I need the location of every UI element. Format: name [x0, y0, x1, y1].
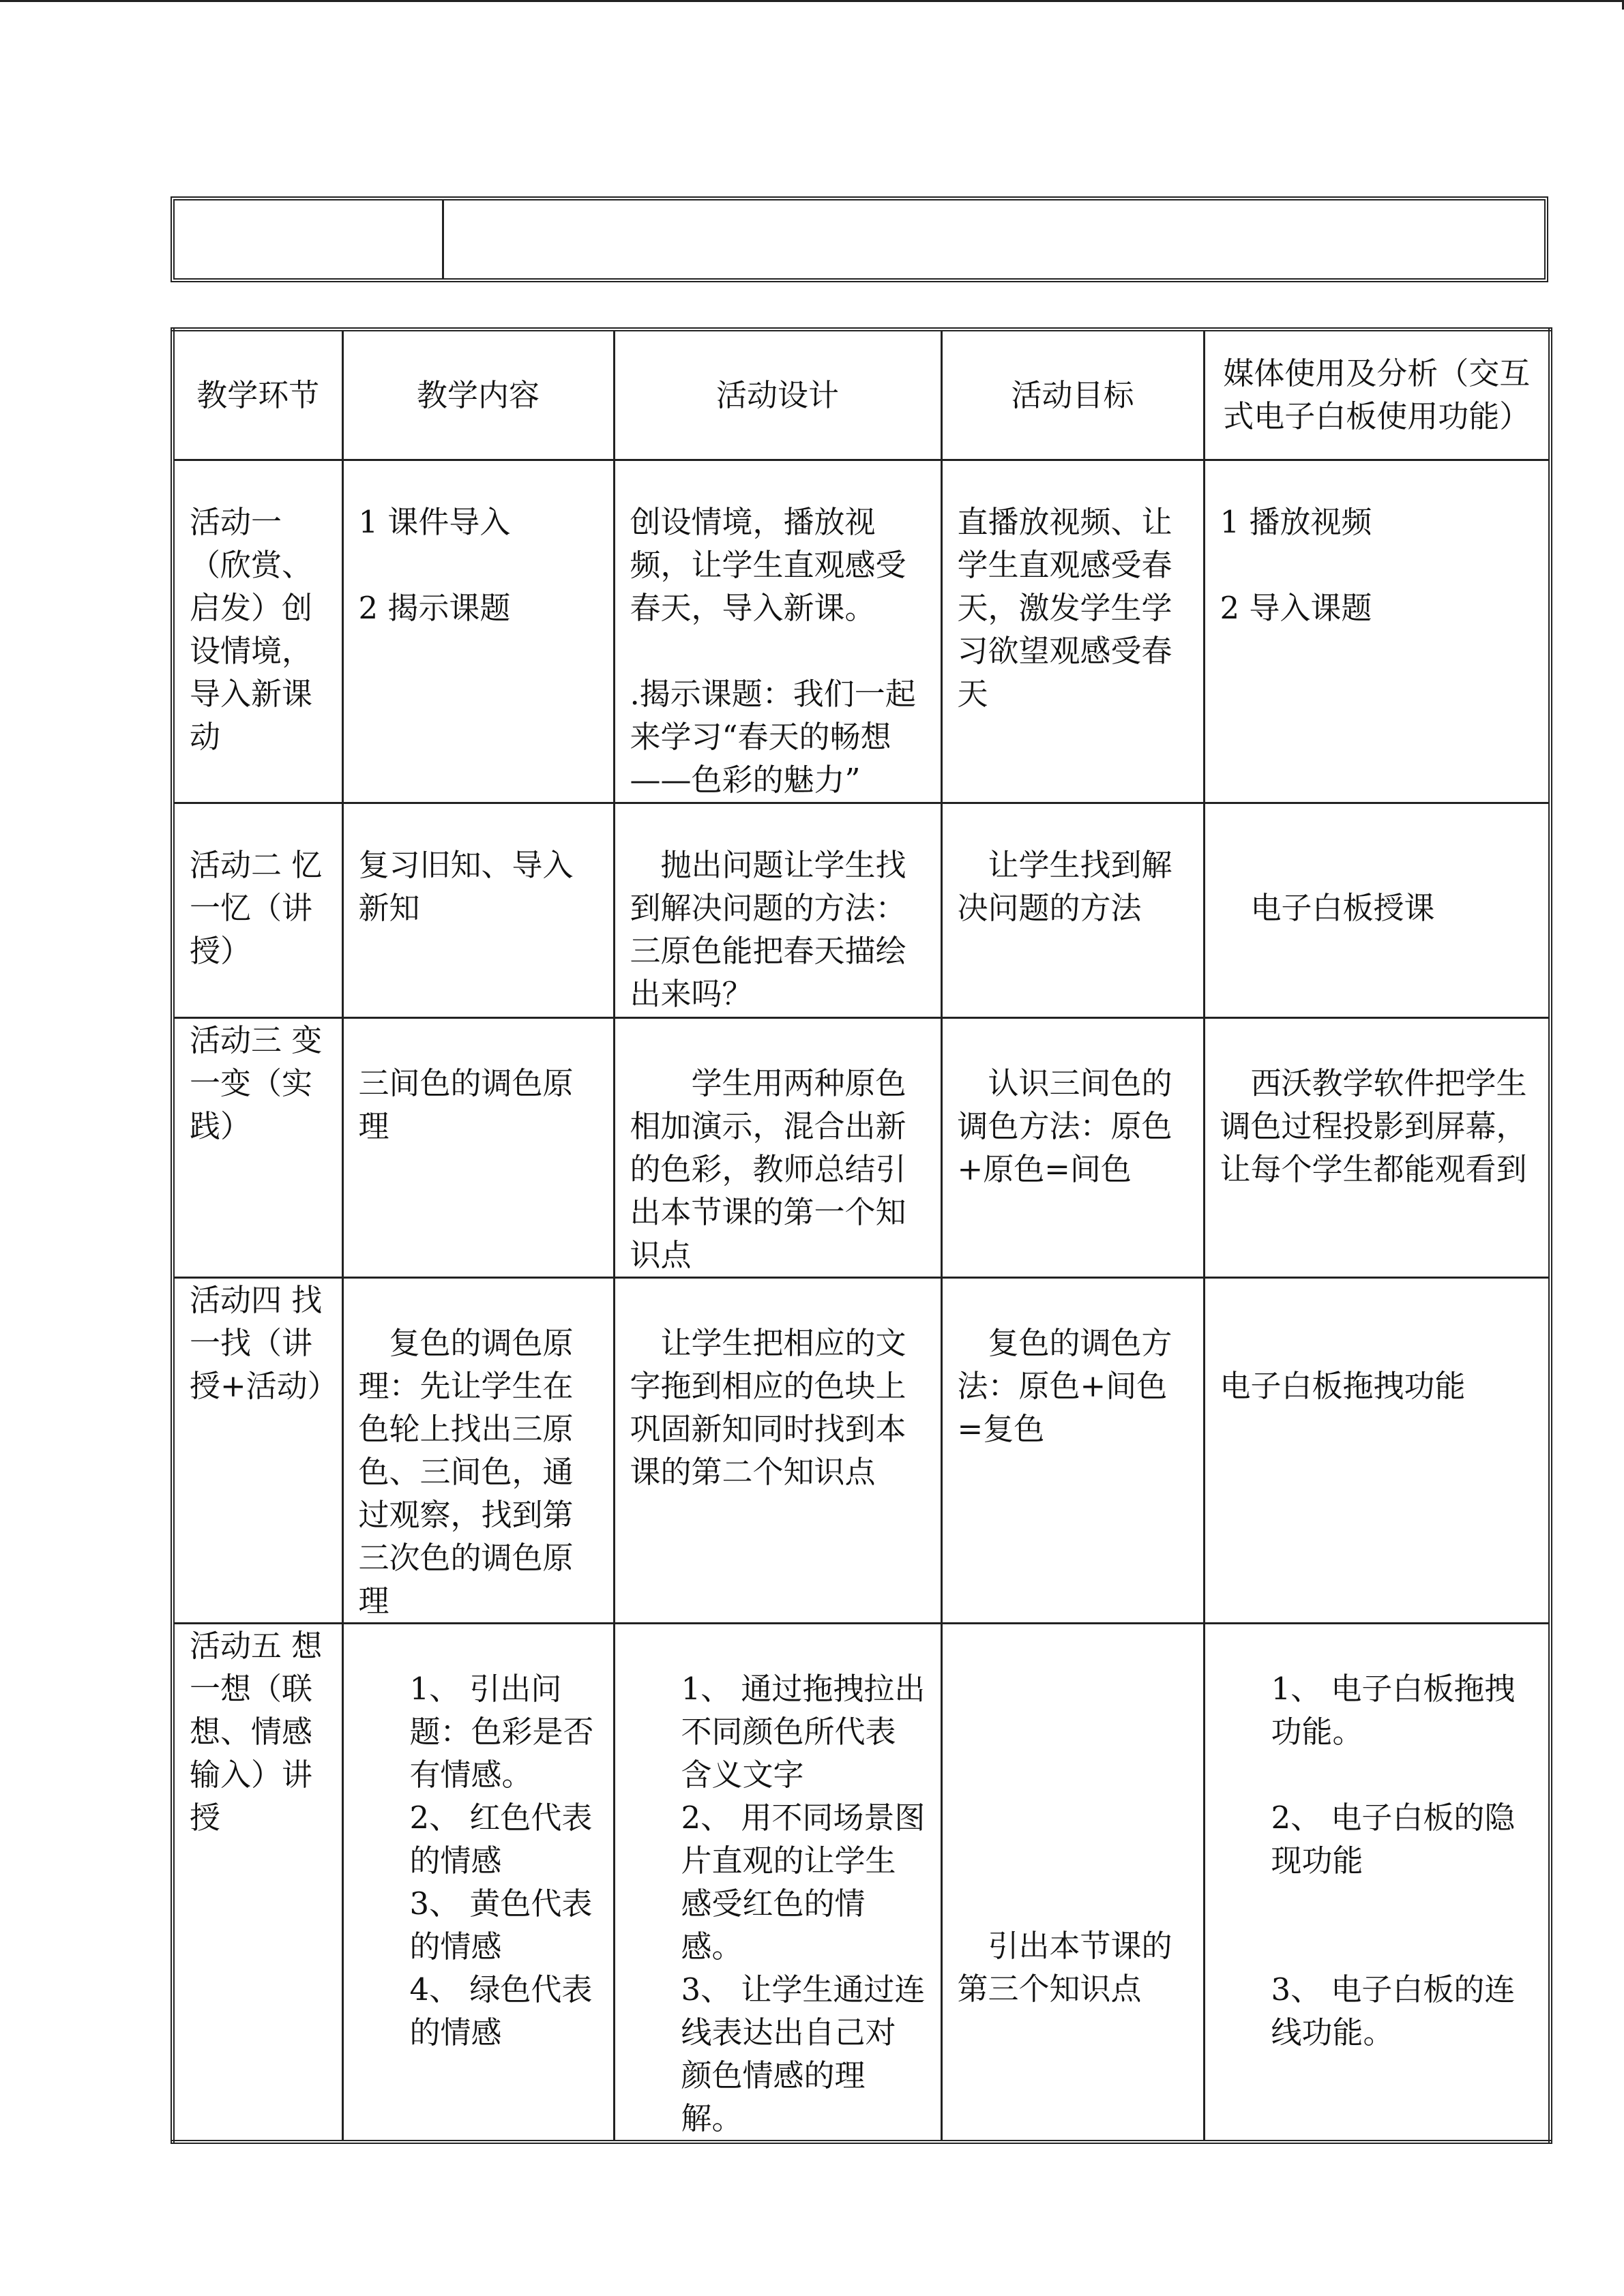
table-header-row: [173, 329, 1550, 460]
list-item: 4、 绿色代表的情感: [409, 1971, 593, 2051]
list-item: 2、 电子白板的隐现功能: [1271, 1799, 1516, 1879]
list-item: 1、 电子白板拖拽功能。: [1271, 1670, 1516, 1750]
lesson-plan-table: [171, 327, 1552, 2144]
content-cell: 三间色的调色原理: [342, 1017, 614, 1277]
media-cell: 西沃教学软件把学生调色过程投影到屏幕，让每个学生都能观看到: [1204, 1017, 1550, 1277]
goal-cell: 让学生找到解决问题的方法: [941, 803, 1204, 1017]
media-item: 1 播放视频: [1220, 503, 1372, 540]
table-row: [173, 1277, 1550, 1623]
list-item: 2、 红色代表的情感: [409, 1799, 593, 1879]
media-list: [1220, 1667, 1534, 2054]
table-row: [173, 803, 1550, 1017]
content-cell: [342, 460, 614, 803]
list-item: 3、 电子白板的连线功能。: [1271, 1971, 1516, 2051]
design-paragraph: 创设情境，播放视频，让学生直观感受春天，导入新课。: [630, 503, 906, 626]
header-goal: 活动目标: [941, 329, 1204, 460]
header-content: 教学内容: [342, 329, 614, 460]
list-item: 1、 通过拖拽拉出不同颜色所代表含义文字: [681, 1670, 926, 1793]
media-item: 2 导入课题: [1220, 589, 1372, 626]
media-cell: 电子白板拖拽功能: [1204, 1277, 1550, 1623]
content-cell: [342, 1623, 614, 2142]
header-stage: 教学环节: [173, 329, 342, 460]
media-cell: [1204, 460, 1550, 803]
header-media: 媒体使用及分析（交互式电子白板使用功能）: [1204, 329, 1550, 460]
design-cell: 让学生把相应的文字拖到相应的色块上巩固新知同时找到本课的第二个知识点: [614, 1277, 941, 1623]
stage-cell: 活动三 变一变（实践）: [173, 1017, 342, 1277]
table-row: [173, 1017, 1550, 1277]
header-design: 活动设计: [614, 329, 941, 460]
media-cell: [1204, 1623, 1550, 2142]
stage-cell: 活动五 想一想（联想、情感输入）讲授: [173, 1623, 342, 2142]
media-cell: 电子白板授课: [1204, 803, 1550, 1017]
content-cell: 复色的调色原理：先让学生在色轮上找出三原色、三间色，通过观察，找到第三次色的调色原理: [342, 1277, 614, 1623]
header-divider: [442, 200, 444, 278]
goal-cell: 引出本节课的第三个知识点: [941, 1623, 1204, 2142]
list-item: 3、 让学生通过连线表达出自己对颜色情感的理解。: [681, 1971, 926, 2136]
goal-cell: 直播放视频、让学生直观感受春天，激发学生学习欲望观感受春天: [941, 460, 1204, 803]
stage-cell: 活动四 找一找（讲授+活动）: [173, 1277, 342, 1623]
design-cell: 学生用两种原色相加演示，混合出新的色彩，教师总结引出本节课的第一个知识点: [614, 1017, 941, 1277]
design-cell: 抛出问题让学生找到解决问题的方法：三原色能把春天描绘出来吗？: [614, 803, 941, 1017]
list-item: 3、 黄色代表的情感: [409, 1885, 593, 1965]
content-cell: 复习旧知、导入新知: [342, 803, 614, 1017]
design-cell: [614, 460, 941, 803]
content-item: 1 课件导入: [358, 503, 511, 540]
goal-cell: 认识三间色的调色方法：原色+原色=间色: [941, 1017, 1204, 1277]
list-item: 2、 用不同场景图片直观的让学生感受红色的情感。: [681, 1799, 926, 1965]
design-cell: [614, 1623, 941, 2142]
table-row: [173, 460, 1550, 803]
stage-cell: 活动二 忆一忆（讲授）: [173, 803, 342, 1017]
stage-cell: 活动一（欣赏、启发）创设情境，导入新课动: [173, 460, 342, 803]
table-row: [173, 1623, 1550, 2142]
page-top-edge: [0, 0, 1624, 2]
design-paragraph: .揭示课题：我们一起来学习“春天的畅想——色彩的魅力”: [630, 675, 916, 798]
design-list: [630, 1667, 926, 2140]
header-box: [171, 196, 1548, 282]
content-item: 2 揭示课题: [358, 589, 511, 626]
goal-cell: 复色的调色方法：原色+间色=复色: [941, 1277, 1204, 1623]
list-item: 1、 引出问题：色彩是否有情感。: [409, 1670, 594, 1793]
content-list: [359, 1667, 598, 2054]
